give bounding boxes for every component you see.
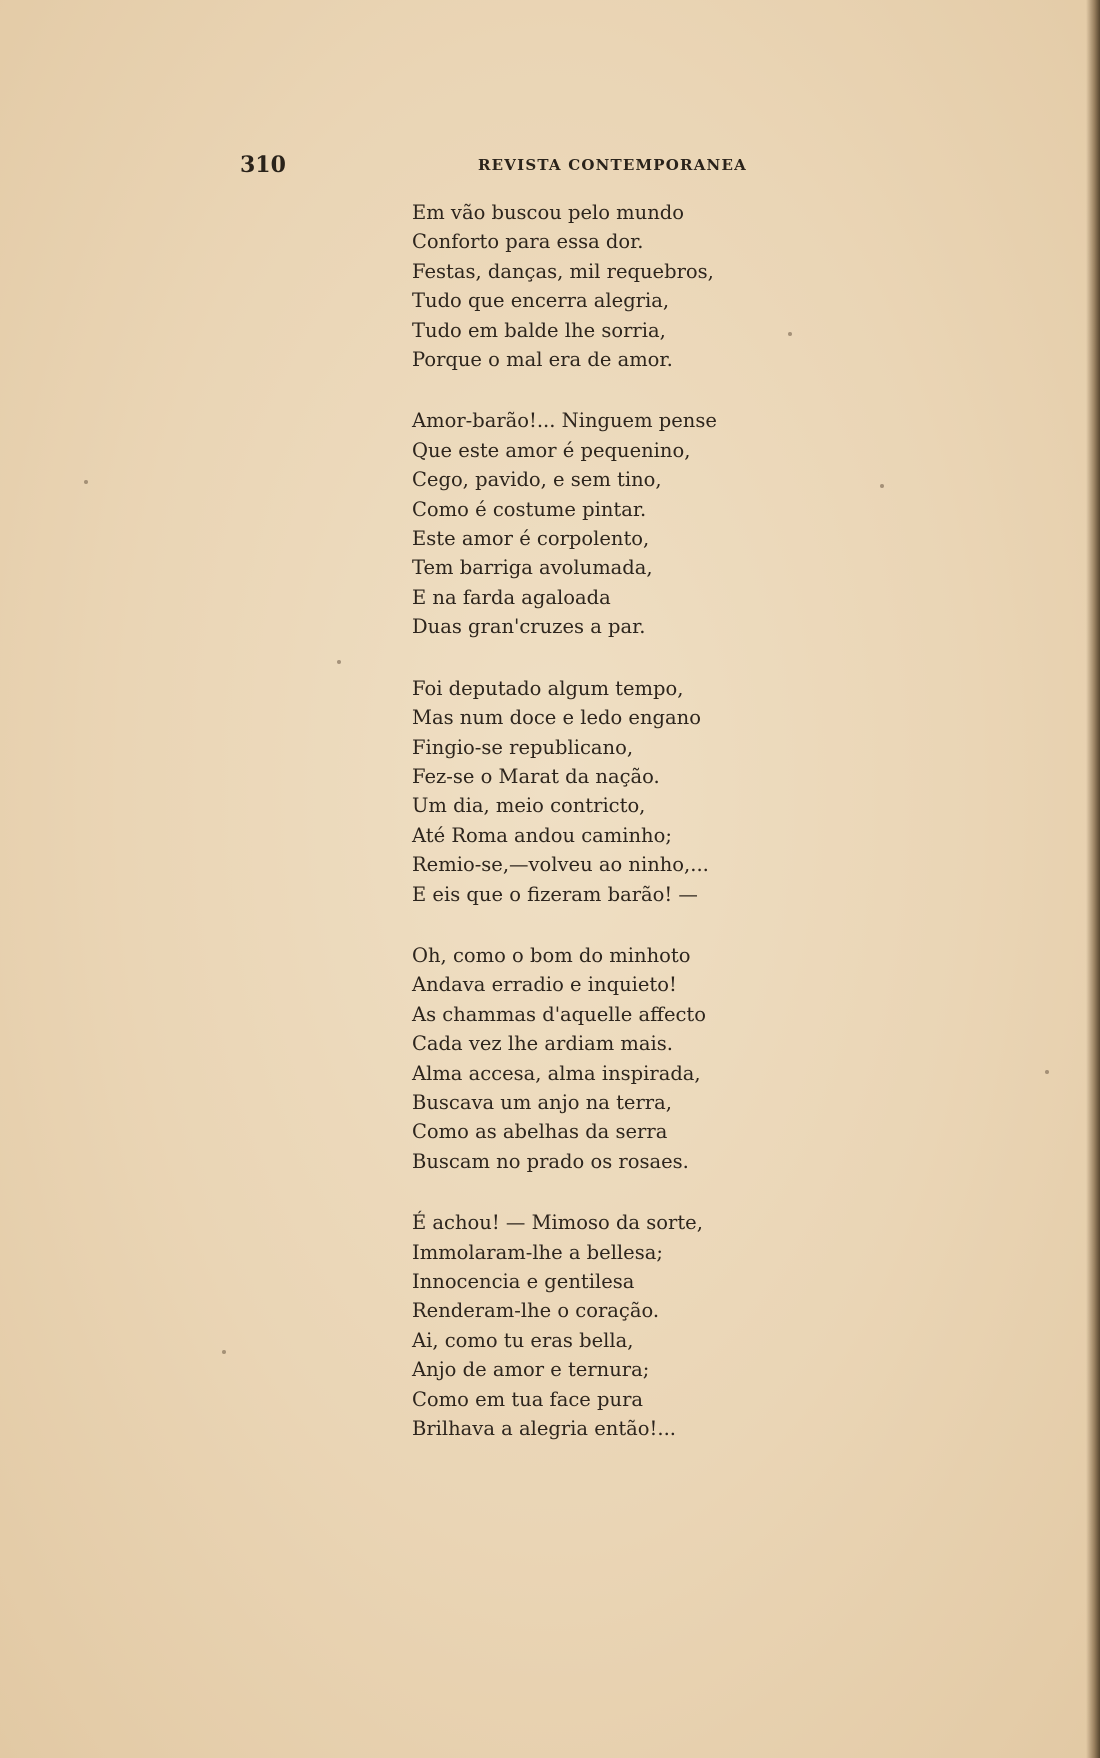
- page-number: 310: [240, 152, 286, 178]
- verse-line: Como em tua face pura: [412, 1387, 644, 1411]
- paper-speck: [788, 332, 792, 336]
- verse-line: Ai, como tu eras bella,: [412, 1328, 634, 1352]
- paper-speck: [1045, 1070, 1049, 1074]
- verse-line: Como as abelhas da serra: [412, 1120, 668, 1144]
- verse-line: Mas num doce e ledo engano: [412, 706, 701, 730]
- verse-line: Que este amor é pequenino,: [412, 438, 691, 462]
- paper-speck: [337, 660, 341, 664]
- stanza-4: [412, 941, 1052, 1176]
- verse-line: Duas gran'cruzes a par.: [412, 615, 646, 639]
- verse-line: Até Roma andou caminho;: [412, 823, 672, 847]
- verse-line: Buscava um anjo na terra,: [412, 1090, 672, 1114]
- verse-line: Remio-se,—volveu ao ninho,...: [412, 853, 709, 877]
- verse-line: Amor-barão!... Ninguem pense: [412, 409, 717, 433]
- verse-line: Festas, danças, mil requebros,: [412, 259, 714, 283]
- verse-line: Em vão buscou pelo mundo: [412, 201, 685, 224]
- verse-line: Um dia, meio contricto,: [412, 794, 646, 818]
- verse-line: Cada vez lhe ardiam mais.: [412, 1032, 673, 1056]
- stanza-1: [412, 198, 1052, 374]
- verse-line: Conforto para essa dor.: [412, 230, 644, 254]
- page-header: [0, 152, 1100, 184]
- verse-line: E na farda agaloada: [412, 585, 611, 609]
- verse-line: É achou! — Mimoso da sorte,: [412, 1211, 703, 1235]
- verse-line: Oh, como o bom do minhoto: [412, 943, 691, 967]
- verse-line: As chammas d'aquelle affecto: [412, 1002, 706, 1026]
- stanza-3: [412, 674, 1052, 909]
- verse-line: Anjo de amor e ternura;: [412, 1358, 650, 1382]
- stanza-5: [412, 1208, 1052, 1443]
- paper-speck: [222, 1350, 226, 1354]
- verse-line: Foi deputado algum tempo,: [412, 676, 684, 700]
- verse-line: Tem barriga avolumada,: [412, 556, 653, 580]
- poem: [412, 198, 1052, 1475]
- verse-line: Fingio-se republicano,: [412, 735, 634, 759]
- verse-line: Cego, pavido, e sem tino,: [412, 468, 662, 492]
- page-edge-shadow: [1086, 0, 1100, 1758]
- stanza-2: [412, 406, 1052, 641]
- verse-line: Andava erradio e inquieto!: [412, 973, 677, 997]
- paper-speck: [84, 480, 88, 484]
- verse-line: Fez-se o Marat da nação.: [412, 764, 660, 788]
- verse-line: Innocencia e gentilesa: [412, 1270, 635, 1293]
- verse-line: Renderam-lhe o coração.: [412, 1299, 660, 1323]
- verse-line: Porque o mal era de amor.: [412, 348, 673, 372]
- verse-line: Tudo que encerra alegria,: [412, 289, 670, 313]
- verse-line: E eis que o fizeram barão! —: [412, 882, 698, 906]
- verse-line: Immolaram-lhe a bellesa;: [412, 1240, 663, 1264]
- running-title: REVISTA CONTEMPORANEA: [478, 156, 747, 174]
- verse-line: Como é costume pintar.: [412, 497, 647, 521]
- verse-line: Buscam no prado os rosaes.: [412, 1149, 689, 1173]
- verse-line: Tudo em balde lhe sorria,: [412, 318, 666, 342]
- verse-line: Este amor é corpolento,: [412, 527, 650, 551]
- paper-speck: [880, 484, 884, 488]
- verse-line: Brilhava a alegria então!...: [412, 1417, 676, 1441]
- verse-line: Alma accesa, alma inspirada,: [412, 1061, 701, 1085]
